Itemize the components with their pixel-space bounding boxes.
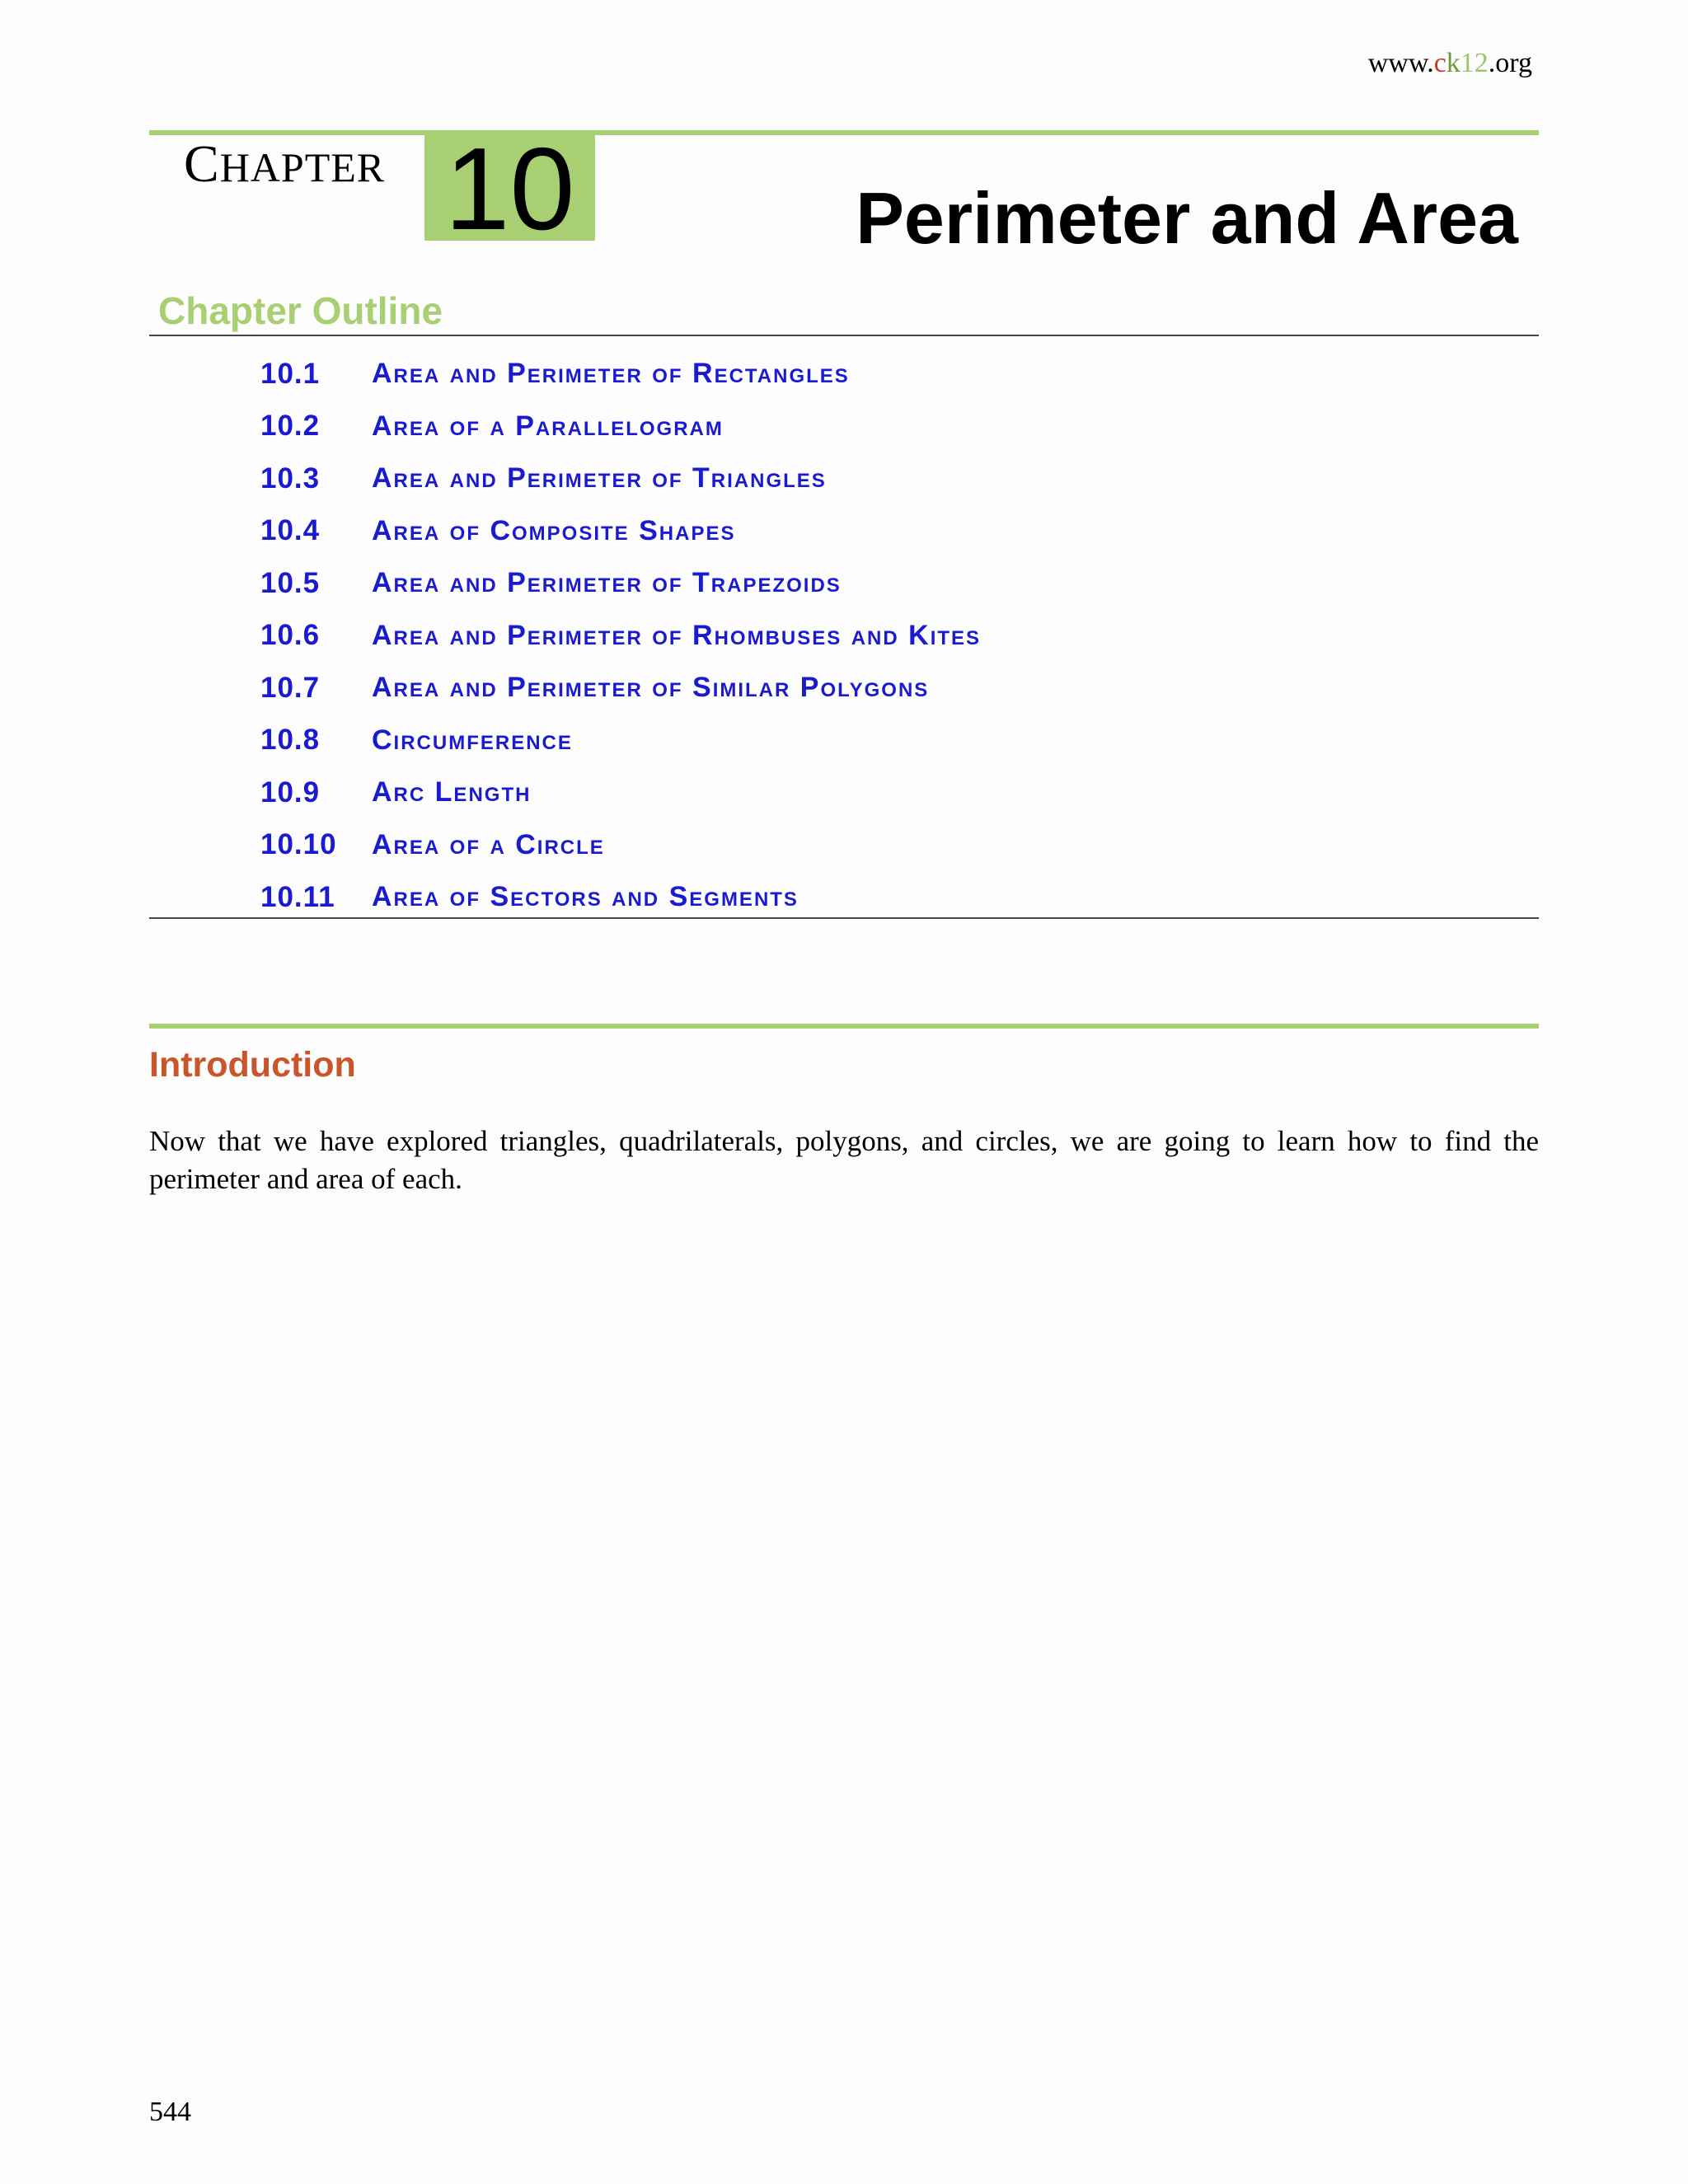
chapter-outline-list <box>260 348 981 924</box>
outline-item-number: 10.11 <box>260 880 335 913</box>
url-suffix: .org <box>1488 48 1532 78</box>
outline-item-number: 10.5 <box>260 566 321 599</box>
outline-bottom-divider <box>149 917 1539 919</box>
outline-item-title: Area and Perimeter of Trapezoids <box>372 567 842 599</box>
outline-item-number: 10.7 <box>260 671 321 704</box>
outline-item-10-2[interactable] <box>260 401 981 453</box>
url-brand-c: c <box>1433 48 1447 78</box>
outline-item-title: Area of Sectors and Segments <box>372 881 799 913</box>
chapter-label-initial: C <box>184 134 220 193</box>
outline-item-10-5[interactable] <box>260 557 981 610</box>
outline-item-number: 10.10 <box>260 828 337 861</box>
outline-item-number: 10.2 <box>260 410 321 443</box>
chapter-label-rest: HAPTER <box>219 144 386 190</box>
outline-item-10-6[interactable] <box>260 610 981 663</box>
outline-item-title: Circumference <box>372 724 573 756</box>
chapter-title: Perimeter and Area <box>856 177 1518 259</box>
outline-item-10-10[interactable] <box>260 819 981 872</box>
chapter-label <box>184 135 385 196</box>
outline-item-number: 10.4 <box>260 514 321 547</box>
outline-item-10-9[interactable] <box>260 766 981 819</box>
chapter-outline-heading: Chapter Outline <box>158 289 443 332</box>
outline-item-title: Area and Perimeter of Similar Polygons <box>372 672 930 704</box>
outline-item-title: Area of a Circle <box>372 828 605 860</box>
introduction-top-rule <box>149 1024 1539 1029</box>
outline-item-10-3[interactable] <box>260 452 981 505</box>
outline-item-10-7[interactable] <box>260 662 981 715</box>
outline-item-title: Area of Composite Shapes <box>372 514 736 546</box>
page-number: 544 <box>149 2097 191 2127</box>
introduction-paragraph: Now that we have explored triangles, quadrilaterals, polygons, and circles, we are going to learn how to find the perimeter and area of each. <box>149 1125 1539 1195</box>
chapter-number: 10 <box>444 124 575 255</box>
url-brand-k: k <box>1446 48 1461 78</box>
outline-item-number: 10.6 <box>260 619 321 652</box>
introduction-heading: Introduction <box>149 1045 356 1085</box>
outline-item-number: 10.3 <box>260 462 321 494</box>
url-brand-number: 12 <box>1460 48 1489 78</box>
chapter-number-box <box>424 124 595 255</box>
outline-item-title: Area and Perimeter of Triangles <box>372 462 827 494</box>
outline-item-title: Area of a Parallelogram <box>372 410 724 442</box>
outline-item-title: Area and Perimeter of Rectangles <box>372 358 850 390</box>
url-prefix: www. <box>1367 48 1434 78</box>
outline-item-number: 10.1 <box>260 357 321 390</box>
outline-item-title: Area and Perimeter of Rhombuses and Kites <box>372 619 982 651</box>
outline-item-10-8[interactable] <box>260 715 981 767</box>
outline-item-number: 10.8 <box>260 724 321 757</box>
outline-item-10-11[interactable] <box>260 871 981 924</box>
outline-item-number: 10.9 <box>260 776 321 808</box>
site-url[interactable] <box>1368 48 1532 79</box>
outline-item-title: Arc Length <box>372 776 532 808</box>
outline-top-divider <box>149 335 1539 336</box>
outline-item-10-4[interactable] <box>260 505 981 558</box>
outline-item-10-1[interactable] <box>260 348 981 401</box>
